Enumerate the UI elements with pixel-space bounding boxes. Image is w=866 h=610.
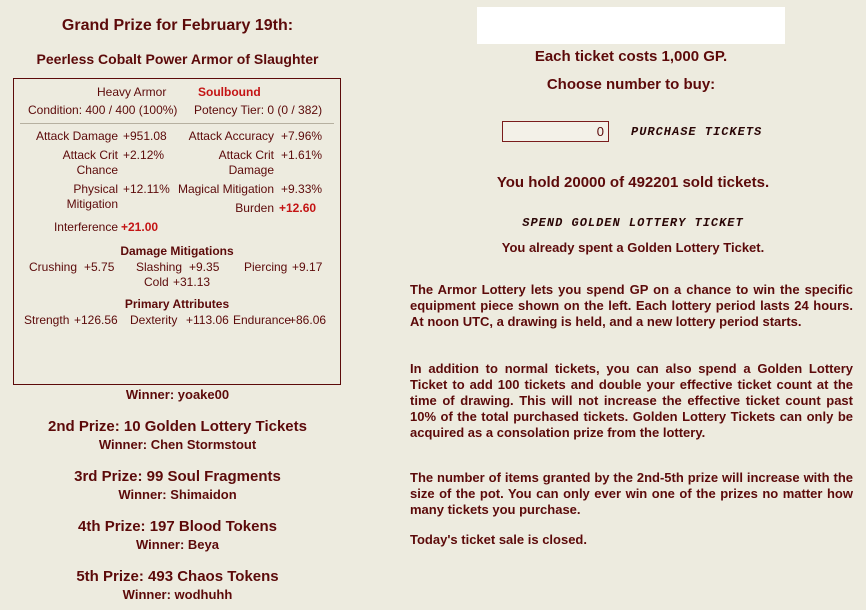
- grand-prize-title: Grand Prize for February 19th:: [61, 17, 294, 34]
- mit-crushing-label: Crushing: [29, 260, 78, 274]
- attr-dexterity-value: +113.06: [186, 313, 229, 327]
- choose-number-label: Choose number to buy:: [546, 76, 716, 93]
- stat-interference-value: +21.00: [121, 220, 159, 234]
- prize-3-winner: Winner: Shimaidon: [118, 487, 237, 502]
- item-condition: Condition: 400 / 400 (100%): [28, 103, 178, 117]
- attr-strength-value: +126.56: [74, 313, 118, 327]
- prize-4-winner: Winner: Beya: [136, 537, 219, 552]
- item-type: Heavy Armor: [97, 85, 167, 99]
- tickets-held: You hold 20000 of 492201 sold tickets.: [496, 174, 770, 191]
- stat-attack-damage-value: +951.08: [123, 129, 167, 143]
- stat-crit-chance-label-1: Attack Crit: [62, 148, 118, 162]
- prize-2-winner: Winner: Chen Stormstout: [98, 437, 257, 452]
- stat-crit-damage-label-2: Damage: [228, 163, 274, 177]
- stat-crit-chance-value: +2.12%: [123, 148, 165, 162]
- ticket-quantity-input[interactable]: [502, 121, 609, 142]
- attr-endurance-value: +86.06: [289, 313, 327, 327]
- stat-burden-value: +12.60: [279, 201, 317, 215]
- sale-closed-notice: Today's ticket sale is closed.: [410, 532, 587, 547]
- stat-physical-mitigation-label-2: Mitigation: [66, 197, 118, 211]
- stats-divider: [20, 123, 334, 124]
- stat-physical-mitigation-label-1: Physical: [73, 182, 118, 196]
- ticket-cost: Each ticket costs 1,000 GP.: [534, 48, 728, 65]
- mit-slashing-label: Slashing: [136, 260, 183, 274]
- mit-cold-label: Cold: [144, 275, 169, 289]
- soulbound-badge: Soulbound: [198, 85, 261, 99]
- stat-magical-mitigation-value: +9.33%: [281, 182, 323, 196]
- purchase-tickets-button[interactable]: PURCHASE TICKETS: [631, 125, 763, 139]
- primary-attributes-heading: Primary Attributes: [124, 297, 230, 311]
- mit-piercing-label: Piercing: [244, 260, 288, 274]
- attr-dexterity-label: Dexterity: [130, 313, 178, 327]
- mit-piercing-value: +9.17: [292, 260, 323, 274]
- prize-4-title: 4th Prize: 197 Blood Tokens: [78, 518, 277, 535]
- mit-crushing-value: +5.75: [84, 260, 115, 274]
- spend-golden-ticket-button[interactable]: SPEND GOLDEN LOTTERY TICKET: [522, 216, 744, 230]
- item-potency: Potency Tier: 0 (0 / 382): [194, 103, 323, 117]
- golden-ticket-status: You already spent a Golden Lottery Ticket.: [501, 240, 765, 255]
- info-paragraph-3: The number of items granted by the 2nd-5th prize will increase with the size of the pot. You can only ever win one of the prizes no matter how many tickets you purchase.: [410, 470, 853, 517]
- stat-burden-label: Burden: [235, 201, 274, 215]
- stat-attack-accuracy-value: +7.96%: [281, 129, 323, 143]
- prize-2-title: 2nd Prize: 10 Golden Lottery Tickets: [48, 418, 307, 435]
- info-paragraph-1: The Armor Lottery lets you spend GP on a chance to win the specific equipment piece shown on the left. Each lottery period lasts 24 hours. At noon UTC, a drawing is held, and a new lottery period starts.: [410, 282, 853, 329]
- item-preview-area: [477, 7, 785, 44]
- stat-attack-damage-label: Attack Damage: [35, 129, 118, 143]
- mit-slashing-value: +9.35: [189, 260, 220, 274]
- stat-crit-chance-label-2: Chance: [76, 163, 118, 177]
- stat-crit-damage-value: +1.61%: [281, 148, 323, 162]
- attr-strength-label: Strength: [24, 313, 70, 327]
- item-stats-box: [13, 78, 341, 385]
- mit-cold-value: +31.13: [173, 275, 211, 289]
- stat-magical-mitigation-label: Magical Mitigation: [177, 182, 274, 196]
- prize-item-name: Peerless Cobalt Power Armor of Slaughter: [36, 51, 319, 67]
- stat-crit-damage-label-1: Attack Crit: [218, 148, 274, 162]
- prize-5-title: 5th Prize: 493 Chaos Tokens: [76, 568, 279, 585]
- attr-endurance-label: Endurance: [233, 313, 292, 327]
- damage-mitigations-heading: Damage Mitigations: [120, 244, 234, 258]
- stat-attack-accuracy-label: Attack Accuracy: [188, 129, 274, 143]
- stat-physical-mitigation-value: +12.11%: [123, 182, 170, 196]
- grand-prize-winner: Winner: yoake00: [125, 387, 230, 402]
- info-paragraph-2: In addition to normal tickets, you can also spend a Golden Lottery Ticket to add 100 tickets and double your effective ticket count at the time of drawing. This will not increase the effective ticket count past 10% of the total purchased tickets. Golden Lottery Tickets can only be acquired as a consolation prize from the lottery.: [410, 361, 853, 440]
- stat-interference-label: Interference: [53, 220, 118, 234]
- prize-5-winner: Winner: wodhuhh: [122, 587, 233, 602]
- prize-3-title: 3rd Prize: 99 Soul Fragments: [74, 468, 281, 485]
